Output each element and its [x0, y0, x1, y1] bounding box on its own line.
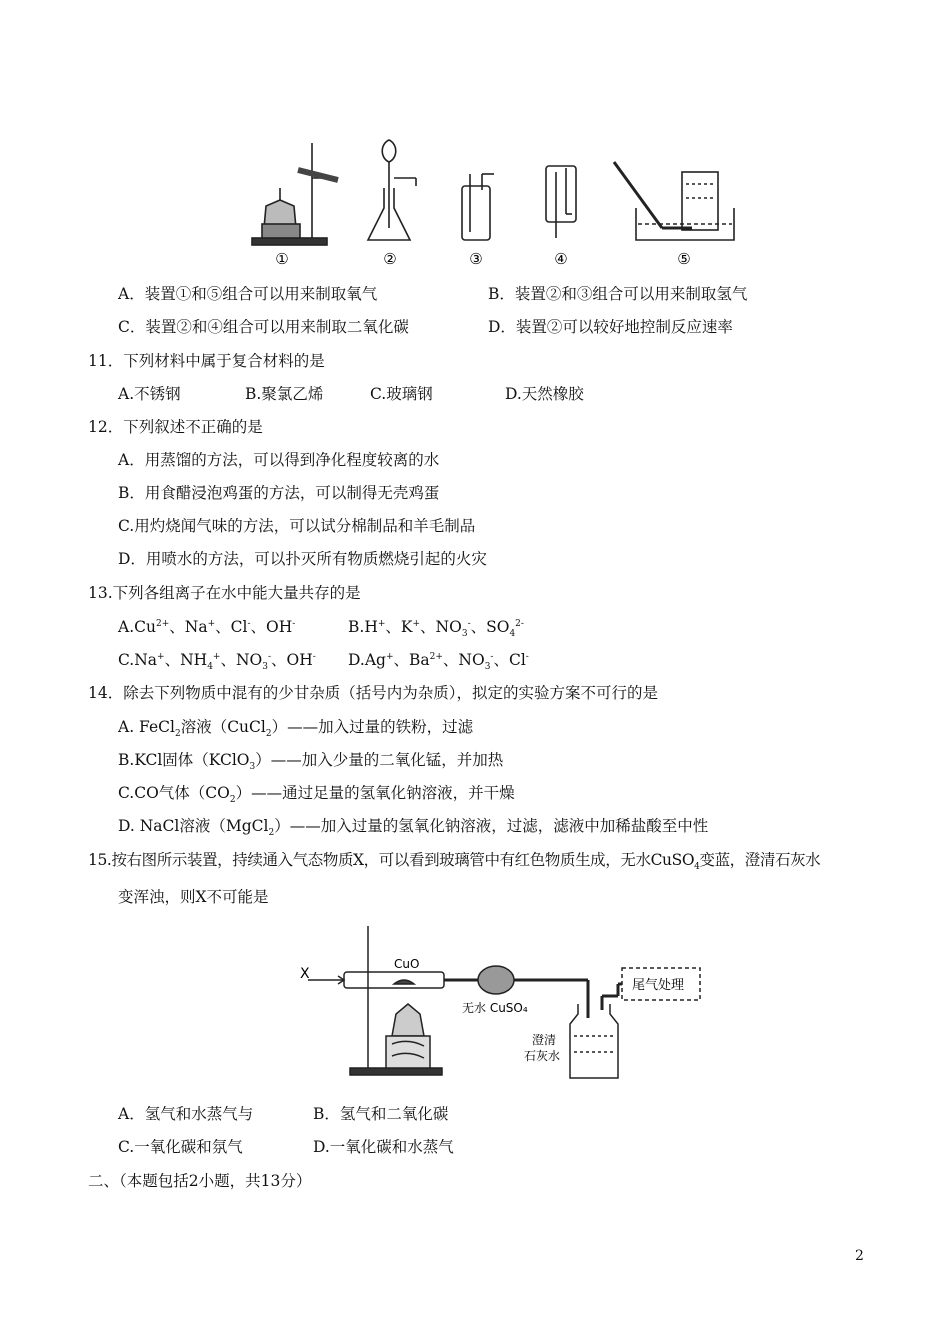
stand-base	[252, 238, 327, 245]
cuso4-label: 无水 CuSO₄	[462, 1001, 528, 1015]
q11-option-a: A.不锈钢	[118, 385, 181, 403]
limewater-label-2: 石灰水	[524, 1049, 561, 1063]
q14-stem: 14．除去下列物质中混有的少甘杂质（括号内为杂质），拟定的实验方案不可行的是	[88, 684, 658, 702]
q13-option-b: B.H+、K+、$NO_3^-$、$SO_4^{2-}$	[348, 618, 524, 640]
q14-option-c: C.CO气体$(CO_2)——$通过足量的氢氧化钠溶液，并干燥	[118, 784, 515, 806]
q10-option-c: C．装置②和④组合可以用来制取二氧化碳	[118, 318, 409, 336]
q11-stem: 11．下列材料中属于复合材料的是	[88, 352, 325, 370]
q15-stem-line1: 15.按右图所示装置，持续通入气态物质X，可以看到玻璃管中有红色物质生成，无水CuSO$_4$变蓝，澄清石灰水	[88, 851, 821, 873]
q13-stem: 13.下列各组离子在水中能大量共存的是	[88, 584, 361, 602]
stand-base	[350, 1068, 442, 1075]
label-2: ②	[383, 250, 397, 268]
q10-option-b: B．装置②和③组合可以用来制取氢气	[488, 285, 748, 303]
reduction-apparatus-figure	[292, 918, 732, 1082]
cuo-label: CuO	[394, 957, 420, 971]
q13-option-d: D.Ag+、$Ba^{2+}$、$NO_3^-$、Cl-	[348, 651, 529, 673]
cuo-powder	[394, 980, 414, 984]
q15-option-a: A．氢气和水蒸气与	[118, 1105, 254, 1123]
alcohol-lamp	[392, 1004, 424, 1036]
gas-bottle	[462, 186, 490, 240]
limewater-bottle	[570, 1004, 618, 1078]
label-3: ③	[469, 250, 483, 268]
apparatus-figure	[244, 128, 744, 274]
label-1: ①	[275, 250, 289, 268]
delivery-tube	[614, 162, 662, 228]
q15-option-d: D.一氧化碳和水蒸气	[313, 1138, 454, 1156]
q15-option-c: C.一氧化碳和氛气	[118, 1138, 243, 1156]
cuso4-tube	[478, 966, 514, 994]
page-number: 2	[855, 1248, 864, 1264]
q15-option-b: B．氢气和二氧化碳	[313, 1105, 449, 1123]
q11-option-c: C.玻璃钢	[370, 385, 433, 403]
gas-jar	[682, 172, 718, 230]
q10-option-d: D．装置②可以较好地控制反应速率	[488, 318, 733, 336]
tail-gas-label: 尾气处理	[632, 978, 685, 993]
q12-option-b: B．用食醋浸泡鸡蛋的方法，可以制得无壳鸡蛋	[118, 484, 440, 502]
q12-option-c: C.用灼烧闻气味的方法，可以试分棉制品和羊毛制品	[118, 517, 476, 535]
q14-option-a: A. FeCl$_2$溶液（CuCl$_2$）——加入过量的铁粉，过滤	[118, 718, 474, 740]
q13-option-c: C.Na+、$NH_4^+$、$NO_3^-$、OH-	[118, 651, 316, 673]
x-label: X	[300, 966, 310, 982]
q12-option-d: D．用喷水的方法，可以扑灭所有物质燃烧引起的火灾	[118, 550, 487, 568]
q14-option-d: D. NaCl溶液（MgCl$_2$）——加入过量的氢氧化钠溶液，过滤，滤液中加稀盐酸至中性	[118, 817, 709, 839]
long-funnel	[382, 140, 396, 162]
q10-option-a: A．装置①和⑤组合可以用来制取氧气	[118, 285, 378, 303]
section-2-heading: 二、（本题包括2小题，共13分）	[88, 1172, 312, 1190]
q11-option-d: D.天然橡胶	[505, 385, 584, 403]
limewater-label-1: 澄清	[532, 1033, 557, 1047]
label-4: ④	[554, 250, 568, 268]
q12-option-a: A．用蒸馏的方法，可以得到净化程度较离的水	[118, 451, 440, 469]
q12-stem: 12．下列叙述不正确的是	[88, 418, 263, 436]
label-5: ⑤	[677, 250, 691, 268]
q11-option-b: B.聚氯乙烯	[245, 385, 324, 403]
q14-option-b: B.KCl固体（KClO$_3$）——加入少量的二氧化锰，并加热	[118, 751, 504, 773]
q13-option-a: $A.Cu^{2+}$、Na+、Cl-、OH-	[118, 618, 296, 636]
q15-stem-line2: 变浑浊，则X不可能是	[118, 888, 269, 906]
glass-tube	[344, 972, 444, 988]
